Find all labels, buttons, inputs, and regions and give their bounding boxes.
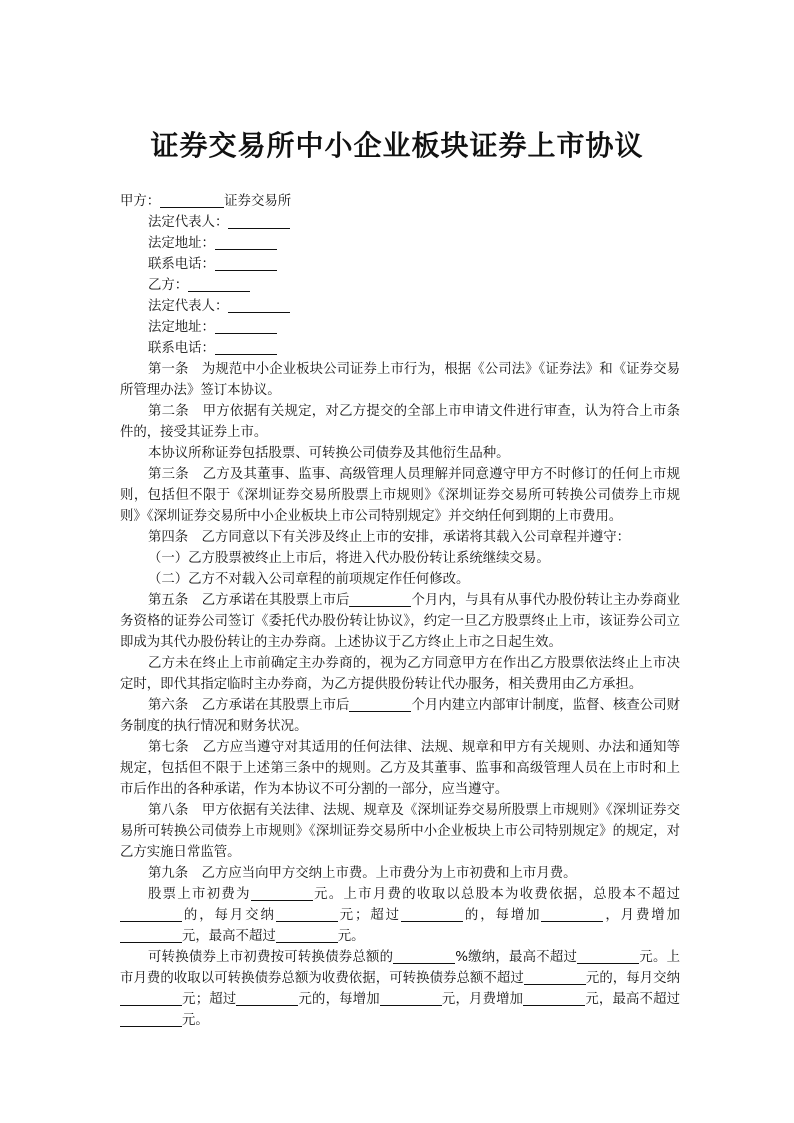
bond-fee-clause <box>120 947 680 1031</box>
article-5-text-a: 第五条 乙方承诺在其股票上市后 <box>148 593 350 608</box>
stock-fee-text: 元。 <box>337 929 365 944</box>
stock-fee-text: 的，每月交纳 <box>182 908 276 923</box>
phone-b-line <box>120 338 680 359</box>
stock-fee-text: 股票上市初费为 <box>148 887 251 902</box>
blank-field <box>577 948 639 964</box>
legal-rep-a-label: 法定代表人： <box>148 215 229 230</box>
phone-b-label: 联系电话： <box>148 341 215 356</box>
blank-field <box>120 906 182 922</box>
bond-fee-text: 元，最高不超过 <box>585 992 681 1007</box>
bond-fee-text: 元的，每月交纳 <box>585 971 681 986</box>
bond-fee-text: 元。 <box>182 1013 209 1028</box>
blank-field <box>188 276 250 292</box>
article-8: 第八条 甲方依据有关法律、法规、规章及《深圳证券交易所股票上市规则》《深圳证券交易所可转换公司债券上市规则》《深圳证券交易所中小企业板块上市公司特别规定》的规定，对乙方实施日常监管。 <box>120 803 680 860</box>
bond-fee-text: 元的，每增加 <box>298 992 380 1007</box>
blank-field <box>524 969 586 985</box>
blank-field <box>228 297 290 313</box>
blank-field <box>393 948 455 964</box>
document-body <box>120 191 680 1031</box>
article-1: 第一条 为规范中小企业板块公司证券上市行为，根据《公司法》《证券法》和《证券交易所管理办法》签订本协议。 <box>120 362 680 398</box>
blank-field <box>228 213 290 229</box>
party-b-line <box>120 275 680 296</box>
blank-field <box>349 696 411 712</box>
blank-field <box>215 318 277 334</box>
blank-field <box>276 906 338 922</box>
party-a-name: 证券交易所 <box>224 194 292 209</box>
article-9: 第九条 乙方应当向甲方交纳上市费。上市费分为上市初费和上市月费。 <box>148 866 577 881</box>
article-5-continued: 乙方未在终止上市前确定主办券商的，视为乙方同意甲方在作出乙方股票依法终止上市决定时，即代其指定临时主办券商，为乙方提供股份转让代办服务，相关费用由乙方承担。 <box>120 656 680 692</box>
blank-field <box>523 990 585 1006</box>
securities-scope: 本协议所称证券包括股票、可转换公司债券及其他衍生品种。 <box>148 446 510 461</box>
address-a-line <box>120 233 680 254</box>
bond-fee-text: 可转换债券上市初费按可转换债券总额的 <box>148 950 394 965</box>
article-7: 第七条 乙方应当遵守对其适用的任何法律、法规、规章和甲方有关规则、办法和通知等规定，包括但不限于上述第三条中的规则。乙方及其董事、监事和高级管理人员在上市时和上市后作出的各种承诺，作为本协议不可分割的一部分，应当遵守。 <box>120 740 680 797</box>
blank-field <box>215 339 277 355</box>
stock-fee-text: 元，最高不超过 <box>182 929 276 944</box>
blank-field <box>276 927 338 943</box>
legal-rep-b-line <box>120 296 680 317</box>
stock-fee-clause <box>120 884 680 947</box>
article-6-text-b: 个月内建立内部审计制度，监督、核查公司财务制度的执行情况和财务状况。 <box>120 698 681 734</box>
bond-fee-text: 元，月费增加 <box>441 992 524 1007</box>
article-2: 第二条 甲方依据有关规定，对乙方提交的全部上市申请文件进行审查，认为符合上市条件的，接受其证券上市。 <box>120 404 680 440</box>
blank-field <box>380 990 442 1006</box>
article-5 <box>120 590 680 653</box>
address-a-label: 法定地址： <box>148 236 215 251</box>
blank-field <box>541 906 603 922</box>
phone-a-label: 联系电话： <box>148 257 215 272</box>
blank-field <box>215 234 277 250</box>
legal-rep-b-label: 法定代表人： <box>148 299 229 314</box>
blank-field <box>251 885 313 901</box>
phone-a-line <box>120 254 680 275</box>
blank-field <box>120 927 182 943</box>
stock-fee-text: 元。上市月费的收取以总股本为收费依据，总股本不超过 <box>312 887 680 902</box>
article-6-text-a: 第六条 乙方承诺在其股票上市后 <box>148 698 350 713</box>
party-a-prefix: 甲方： <box>120 194 161 209</box>
address-b-line <box>120 317 680 338</box>
bond-fee-text: 元。上市月费的收取以可转换债券总额为收费依据，可转换债券总额不超过 <box>120 950 681 986</box>
stock-fee-text: 元；超过 <box>337 908 401 923</box>
stock-fee-text: 的，每增加 <box>462 908 542 923</box>
legal-rep-a-line <box>120 212 680 233</box>
address-b-label: 法定地址： <box>148 320 215 335</box>
article-6 <box>120 695 680 737</box>
article-3: 第三条 乙方及其董事、监事、高级管理人员理解并同意遵守甲方不时修订的任何上市规则，包括但不限于《深圳证券交易所股票上市规则》《深圳证券交易所可转换公司债券上市规则》《深圳证券交易所中小企业板块上市公司特别规定》并交纳任何到期的上市费用。 <box>120 467 680 524</box>
blank-field <box>349 591 411 607</box>
bond-fee-text: %缴纳，最高不超过 <box>455 950 578 965</box>
article-4: 第四条 乙方同意以下有关涉及终止上市的安排，承诺将其载入公司章程并遵守： <box>148 530 631 545</box>
blank-field <box>215 255 277 271</box>
blank-field <box>120 1011 182 1027</box>
article-4-item-1: （一）乙方股票被终止上市后，将进入代办股份转让系统继续交易。 <box>148 551 550 566</box>
party-b-prefix: 乙方： <box>148 278 189 293</box>
bond-fee-text: 元；超过 <box>182 992 237 1007</box>
article-4-item-2: （二）乙方不对载入公司章程的前项规定作任何修改。 <box>148 572 470 587</box>
blank-field <box>160 192 224 208</box>
document-title: 证券交易所中小企业板块证券上市协议 <box>150 129 644 162</box>
article-5-text-b: 个月内，与具有从事代办股份转让主办券商业务资格的证券公司签订《委托代办股份转让协议》，约定一旦乙方股票终止上市，该证券公司立即成为其代办股份转让的主办券商。上述协议于乙方终止上市之日起生效。 <box>120 593 681 650</box>
blank-field <box>120 990 182 1006</box>
blank-field <box>236 990 298 1006</box>
stock-fee-text: ，月费增加 <box>603 908 681 923</box>
party-a-line <box>120 191 680 212</box>
blank-field <box>401 906 463 922</box>
